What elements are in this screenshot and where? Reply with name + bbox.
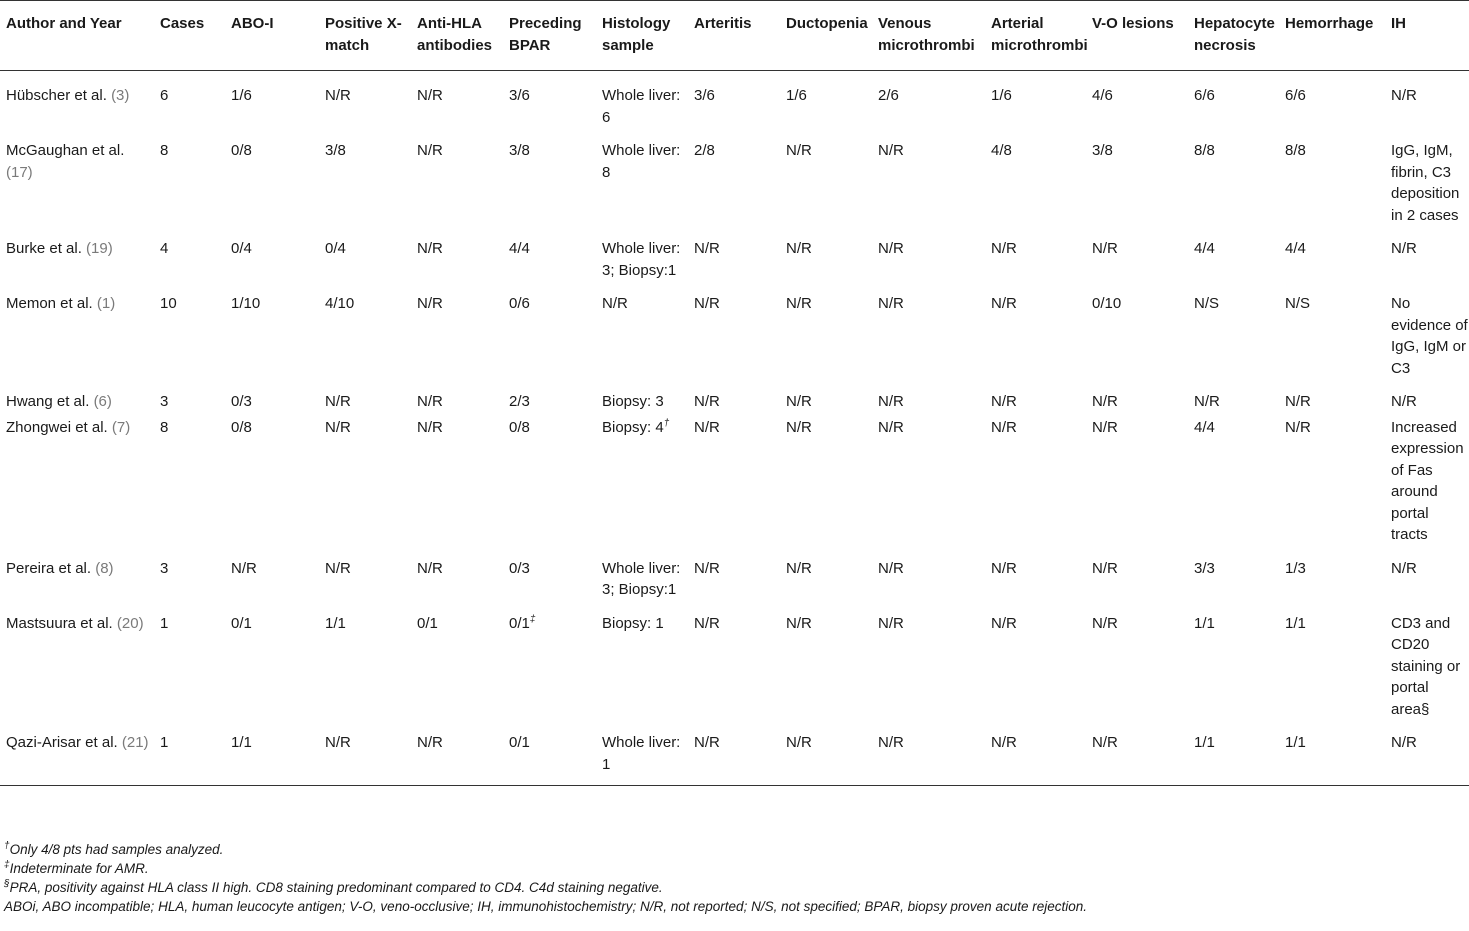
cell-ih: N/R bbox=[1391, 240, 1417, 257]
header-hepatocyte-necrosis: Hepatocyte necrosis bbox=[1188, 1, 1279, 71]
cell-cases: 8 bbox=[160, 418, 169, 436]
header-v-o-lesions: V-O lesions bbox=[1086, 1, 1188, 71]
cell-ih: IgG, IgM, fibrin, C3 deposition in 2 cases bbox=[1391, 142, 1460, 224]
cell-preceding-bpar: 0/1‡ bbox=[509, 613, 536, 632]
cell-arteritis: N/R bbox=[694, 240, 720, 257]
cell-cases: 1 bbox=[160, 614, 169, 632]
cell-histology-sample: Whole liver: 3; Biopsy:1 bbox=[602, 240, 681, 279]
reference-number: (3) bbox=[111, 87, 130, 104]
header-preceding-bpar: Preceding BPAR bbox=[503, 1, 596, 71]
cell-venous-microthrombi: N/R bbox=[878, 295, 904, 312]
cell-positive-x-match: 3/8 bbox=[325, 142, 346, 159]
cell-hemorrhage: 4/4 bbox=[1285, 240, 1306, 257]
cell-anti-hla-antibodies: N/R bbox=[417, 295, 443, 312]
cell-arteritis: N/R bbox=[694, 295, 720, 312]
table-header bbox=[0, 1, 1469, 71]
cell-hepatocyte-necrosis: 1/1 bbox=[1194, 614, 1215, 632]
cell-ductopenia: N/R bbox=[786, 614, 812, 632]
cell-ductopenia: N/R bbox=[786, 295, 812, 312]
cell-ductopenia: N/R bbox=[786, 559, 812, 577]
cell-histology-sample: Biopsy: 1 bbox=[602, 614, 664, 632]
cell-arteritis: N/R bbox=[694, 614, 720, 632]
cell-v-o-lesions: N/R bbox=[1092, 614, 1118, 632]
header-ductopenia: Ductopenia bbox=[780, 1, 872, 71]
cell-ih: CD3 and CD20 staining or portal area§ bbox=[1391, 614, 1461, 718]
cell-anti-hla-antibodies: 0/1 bbox=[417, 614, 438, 632]
cell-positive-x-match: N/R bbox=[325, 393, 351, 410]
cell-positive-x-match: N/R bbox=[325, 87, 351, 104]
cell-arterial-microthrombi: N/R bbox=[991, 559, 1017, 577]
cell-hepatocyte-necrosis: 4/4 bbox=[1194, 418, 1215, 436]
cell-author: Mastsuura et al. (20) bbox=[6, 614, 144, 632]
header-positive-x-match: Positive X-match bbox=[319, 1, 411, 71]
cell-arteritis: 2/8 bbox=[694, 142, 715, 159]
reference-number: (7) bbox=[111, 418, 131, 436]
cell-arterial-microthrombi: N/R bbox=[991, 240, 1017, 257]
cell-preceding-bpar: 0/1 bbox=[503, 720, 596, 786]
cell-arterial-microthrombi: N/R bbox=[991, 393, 1017, 410]
cell-anti-hla-antibodies: N/R bbox=[417, 393, 443, 410]
cell-venous-microthrombi: N/R bbox=[878, 240, 904, 257]
header-anti-hla: Anti-HLA antibodies bbox=[411, 1, 503, 71]
header-arteritis: Arteritis bbox=[688, 1, 780, 71]
cell-hemorrhage: 8/8 bbox=[1285, 142, 1306, 159]
reference-number: (8) bbox=[95, 559, 114, 577]
header-cases: Cases bbox=[154, 1, 225, 71]
cell-arteritis: N/R bbox=[694, 418, 720, 436]
cell-ductopenia: N/R bbox=[780, 720, 872, 786]
cell-author: Burke et al. (19) bbox=[6, 240, 113, 257]
cell-abo-i: 0/4 bbox=[231, 240, 252, 257]
cell-anti-hla-antibodies: N/R bbox=[411, 720, 503, 786]
cell-ih: N/R bbox=[1385, 720, 1469, 786]
reference-number: (21) bbox=[121, 734, 149, 751]
cell-hepatocyte-necrosis: 8/8 bbox=[1194, 142, 1215, 159]
cell-hemorrhage: N/R bbox=[1285, 393, 1311, 410]
cell-v-o-lesions: N/R bbox=[1092, 418, 1118, 436]
cell-abo-i: 0/8 bbox=[231, 418, 252, 436]
cell-cases: 8 bbox=[160, 142, 169, 159]
cell-venous-microthrombi: N/R bbox=[878, 559, 904, 577]
cell-v-o-lesions: N/R bbox=[1092, 559, 1118, 577]
cell-arteritis: 3/6 bbox=[694, 87, 715, 104]
reference-number: (19) bbox=[86, 240, 113, 257]
cell-arterial-microthrombi: N/R bbox=[985, 720, 1086, 786]
cell-venous-microthrombi: N/R bbox=[878, 142, 904, 159]
cell-arterial-microthrombi: N/R bbox=[991, 614, 1017, 632]
cell-histology-sample: Whole liver: 1 bbox=[596, 720, 688, 786]
cell-cases: 6 bbox=[160, 87, 169, 104]
cell-anti-hla-antibodies: N/R bbox=[417, 87, 443, 104]
cell-positive-x-match: N/R bbox=[325, 418, 351, 436]
cell-cases: 3 bbox=[160, 393, 169, 410]
header-hemorrhage: Hemorrhage bbox=[1279, 1, 1385, 71]
table-row bbox=[0, 601, 1469, 721]
cell-histology-sample: Whole liver: 6 bbox=[602, 87, 681, 126]
cell-author: Memon et al. (1) bbox=[6, 295, 116, 312]
cell-histology-sample: Whole liver: 3; Biopsy:1 bbox=[602, 559, 681, 598]
cell-preceding-bpar: 0/8 bbox=[509, 418, 530, 436]
cell-arterial-microthrombi: N/R bbox=[991, 418, 1017, 436]
cell-venous-microthrombi: N/R bbox=[878, 614, 904, 632]
cell-cases: 3 bbox=[160, 559, 169, 577]
cell-v-o-lesions: 3/8 bbox=[1092, 142, 1113, 159]
table-row bbox=[0, 720, 1469, 786]
table-row bbox=[0, 71, 1469, 129]
cell-arteritis: N/R bbox=[694, 559, 720, 577]
cell-abo-i: 1/6 bbox=[231, 87, 252, 104]
cell-preceding-bpar: 3/6 bbox=[509, 87, 530, 104]
reference-number: (6) bbox=[93, 393, 112, 410]
cell-hepatocyte-necrosis: 3/3 bbox=[1194, 559, 1215, 577]
header-abo-i: ABO-I bbox=[225, 1, 319, 71]
cell-v-o-lesions: N/R bbox=[1092, 240, 1118, 257]
cell-venous-microthrombi: 2/6 bbox=[878, 87, 899, 104]
cell-ductopenia: N/R bbox=[786, 142, 812, 159]
footnote: †Only 4/8 pts had samples analyzed. bbox=[4, 840, 224, 857]
header-venous-microthrombi: Venous microthrombi bbox=[872, 1, 985, 71]
cell-anti-hla-antibodies: N/R bbox=[417, 142, 443, 159]
reference-number: (20) bbox=[116, 614, 144, 632]
cell-ih: N/R bbox=[1391, 393, 1417, 410]
cell-cases: 10 bbox=[160, 295, 177, 312]
cell-ih: N/R bbox=[1391, 87, 1417, 104]
header-histology-sample: Histology sample bbox=[596, 1, 688, 71]
footnote-abbreviations: ABOi, ABO incompatible; HLA, human leucocyte antigen; V-O, veno-occlusive; IH, immunohistochemistry; N/R, not reported; N/S, not specified; BPAR, biopsy proven acute rejection. bbox=[4, 899, 1087, 914]
cell-author: Pereira et al. (8) bbox=[6, 559, 114, 577]
cell-v-o-lesions: N/R bbox=[1092, 393, 1118, 410]
cell-venous-microthrombi: N/R bbox=[878, 418, 904, 436]
cell-positive-x-match: 4/10 bbox=[325, 295, 355, 312]
cell-abo-i: N/R bbox=[231, 559, 257, 577]
cell-ih: N/R bbox=[1391, 559, 1417, 577]
cell-hepatocyte-necrosis: N/S bbox=[1194, 295, 1220, 312]
cell-ductopenia: N/R bbox=[786, 240, 812, 257]
cell-author: Qazi-Arisar et al. (21) bbox=[0, 720, 154, 786]
cell-positive-x-match: N/R bbox=[325, 559, 351, 577]
cell-positive-x-match: 1/1 bbox=[325, 614, 346, 632]
cell-cases: 1 bbox=[154, 720, 225, 786]
cell-hemorrhage: 1/1 bbox=[1285, 614, 1306, 632]
table-row bbox=[0, 413, 1469, 546]
cell-histology-sample: Whole liver: 8 bbox=[602, 142, 681, 181]
cell-arterial-microthrombi: 1/6 bbox=[991, 87, 1012, 104]
cell-positive-x-match: N/R bbox=[319, 720, 411, 786]
table-body bbox=[0, 71, 1469, 786]
footnote-mark: † bbox=[663, 417, 670, 429]
cell-preceding-bpar: 3/8 bbox=[509, 142, 530, 159]
cell-anti-hla-antibodies: N/R bbox=[417, 559, 443, 577]
table-row bbox=[0, 128, 1469, 226]
cell-hemorrhage: 1/1 bbox=[1279, 720, 1385, 786]
reference-number: (1) bbox=[96, 295, 116, 312]
cell-arterial-microthrombi: 4/8 bbox=[991, 142, 1012, 159]
reference-number: (17) bbox=[6, 163, 33, 181]
cell-preceding-bpar: 2/3 bbox=[509, 393, 530, 410]
cell-hepatocyte-necrosis: N/R bbox=[1194, 393, 1220, 410]
cell-arterial-microthrombi: N/R bbox=[991, 295, 1017, 312]
cell-hemorrhage: 1/3 bbox=[1285, 559, 1306, 577]
cell-histology-sample: Biopsy: 3 bbox=[602, 393, 664, 410]
cell-hemorrhage: N/S bbox=[1285, 295, 1311, 312]
footnotes bbox=[4, 840, 1464, 916]
cell-venous-microthrombi: N/R bbox=[872, 720, 985, 786]
cell-preceding-bpar: 0/6 bbox=[509, 295, 530, 312]
cell-abo-i: 1/10 bbox=[231, 295, 261, 312]
cell-abo-i: 0/1 bbox=[231, 614, 252, 632]
cell-ductopenia: N/R bbox=[786, 418, 812, 436]
cell-histology-sample: N/R bbox=[602, 295, 628, 312]
cell-cases: 4 bbox=[160, 240, 169, 257]
cell-ductopenia: 1/6 bbox=[786, 87, 807, 104]
cell-ductopenia: N/R bbox=[786, 393, 812, 410]
cell-v-o-lesions: N/R bbox=[1086, 720, 1188, 786]
cell-v-o-lesions: 4/6 bbox=[1092, 87, 1113, 104]
cell-hemorrhage: 6/6 bbox=[1285, 87, 1306, 104]
cell-anti-hla-antibodies: N/R bbox=[417, 240, 443, 257]
cell-preceding-bpar: 4/4 bbox=[509, 240, 530, 257]
cell-author: Hübscher et al. (3) bbox=[6, 87, 130, 104]
cell-arteritis: N/R bbox=[694, 393, 720, 410]
cell-hemorrhage: N/R bbox=[1285, 418, 1311, 436]
cell-abo-i: 1/1 bbox=[225, 720, 319, 786]
cell-arteritis: N/R bbox=[688, 720, 780, 786]
table-row bbox=[0, 226, 1469, 281]
cell-anti-hla-antibodies: N/R bbox=[417, 418, 443, 436]
cell-v-o-lesions: 0/10 bbox=[1092, 295, 1122, 312]
header-ih: IH bbox=[1385, 1, 1469, 71]
cell-abo-i: 0/3 bbox=[231, 393, 252, 410]
cell-positive-x-match: 0/4 bbox=[325, 240, 346, 257]
cell-ih: Increased expression of Fas around portal tracts bbox=[1391, 418, 1464, 543]
cell-author: Zhongwei et al. (7) bbox=[6, 418, 131, 436]
cell-author: Hwang et al. (6) bbox=[6, 393, 112, 410]
footnote-mark: ‡ bbox=[529, 613, 536, 625]
table-row bbox=[0, 379, 1469, 413]
header-arterial-microthrombi: Arterial microthrombi bbox=[985, 1, 1086, 71]
cell-preceding-bpar: 0/3 bbox=[509, 559, 530, 577]
table-row bbox=[0, 546, 1469, 601]
cell-ih: No evidence of IgG, IgM or C3 bbox=[1391, 295, 1468, 377]
cell-venous-microthrombi: N/R bbox=[878, 393, 904, 410]
footnote: ‡Indeterminate for AMR. bbox=[4, 859, 149, 876]
cell-hepatocyte-necrosis: 1/1 bbox=[1188, 720, 1279, 786]
table-row bbox=[0, 281, 1469, 379]
footnote: §PRA, positivity against HLA class II high. CD8 staining predominant compared to CD4. C4d staining negative. bbox=[4, 878, 663, 895]
cell-author: McGaughan et al. (17) bbox=[6, 142, 125, 181]
cell-hepatocyte-necrosis: 4/4 bbox=[1194, 240, 1215, 257]
cell-histology-sample: Biopsy: 4† bbox=[602, 417, 670, 436]
cell-hepatocyte-necrosis: 6/6 bbox=[1194, 87, 1215, 104]
cell-abo-i: 0/8 bbox=[231, 142, 252, 159]
header-author: Author and Year bbox=[0, 1, 154, 71]
